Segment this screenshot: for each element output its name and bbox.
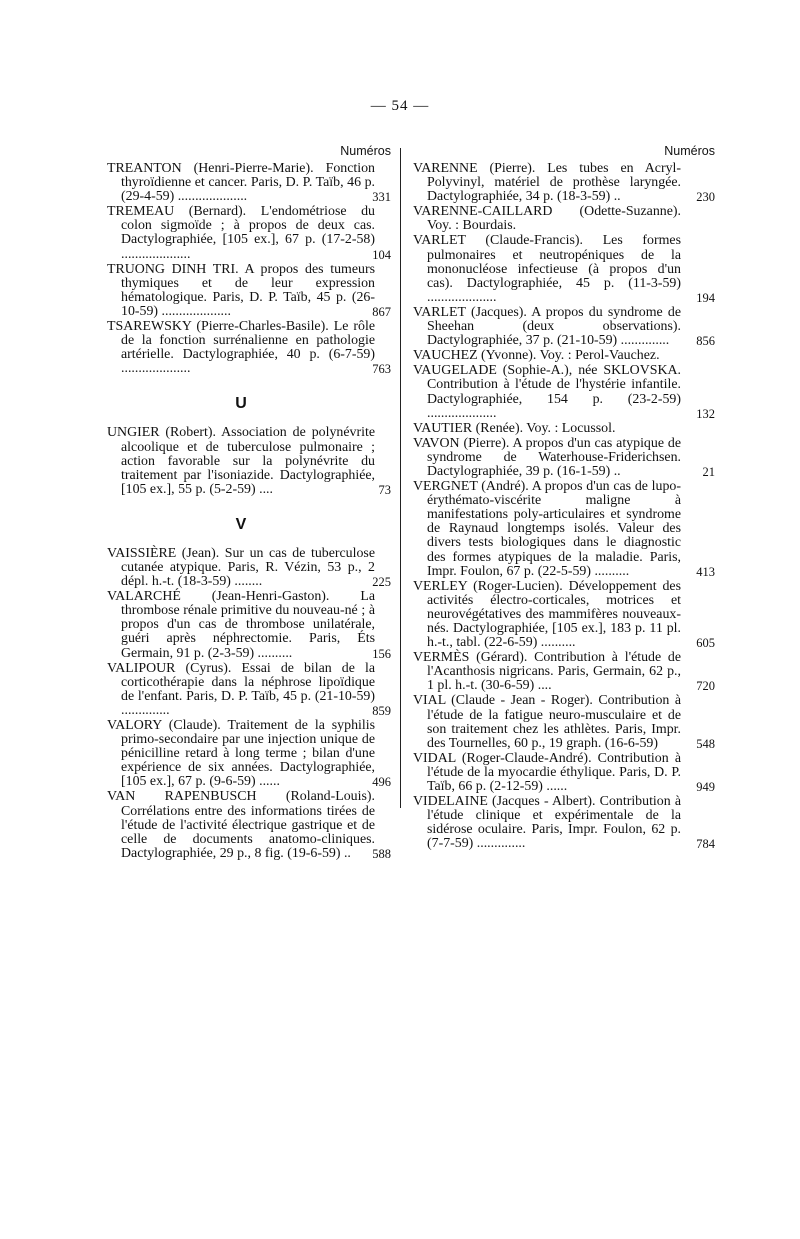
bibliography-entry (107, 718, 391, 790)
entry-number: 867 (372, 304, 391, 319)
section-letter-u: U (235, 395, 247, 413)
bibliography-entry (413, 233, 715, 305)
entry-text: VARENNE-CAILLARD (Odette-Suzanne). Voy. : Bourdais. (413, 204, 681, 234)
bibliography-entry (413, 435, 715, 479)
right-column (413, 140, 715, 853)
entry-text: VIDAL (Roger-Claude-André). Contribution à l'étude de la myocardie éthylique. Paris, D. P. Taïb, 66 p. (2-12-59) ...... (413, 750, 681, 795)
entry-number: 784 (696, 837, 715, 852)
bibliography-entry (107, 789, 391, 861)
entry-text: VALARCHÉ (Jean-Henri-Gaston). La thrombose rénale primitive du nouveau-né ; à propos d'un cas de thrombose unilatérale, guéri après néphrectomie. Paris, Éts Germain, 91 p. (2-3-59) .......... (107, 589, 375, 661)
left-column (107, 140, 391, 862)
entry-number: 73 (378, 482, 391, 497)
bibliography-entry (413, 161, 715, 205)
entry-text: TREMEAU (Bernard). L'endométriose du colon sigmoïde ; à propos de deux cas. Dactylographiée, [105 ex.], 67 p. (17-2-58) .................... (107, 204, 375, 262)
column-divider (400, 148, 401, 808)
entry-number: 104 (372, 247, 391, 262)
entry-number: 588 (372, 846, 391, 861)
column-header-right: Numéros (664, 144, 715, 158)
entries-v (107, 545, 391, 861)
bibliography-entry (107, 204, 391, 262)
bibliography-entry (107, 545, 391, 590)
entry-number: 132 (696, 406, 715, 421)
bibliography-entry (413, 349, 681, 363)
entries-t (107, 161, 391, 377)
bibliography-entry (107, 589, 391, 661)
entry-text: TREANTON (Henri-Pierre-Marie). Fonction thyroïdienne et cancer. Paris, D. P. Taïb, 46 p. (29-4-59) .................... (107, 161, 375, 205)
entry-number: 949 (696, 780, 715, 795)
bibliography-entry (413, 205, 681, 233)
entry-number: 156 (372, 646, 391, 661)
entry-number: 331 (372, 190, 391, 205)
bibliography-entry (413, 363, 715, 421)
entry-number: 859 (372, 703, 391, 718)
section-letter-v: V (235, 515, 247, 533)
entry-number: 21 (702, 464, 715, 479)
entry-text: VARLET (Jacques). A propos du syndrome de Sheehan (deux observations). Dactylographiée, 37 p. (21-10-59) .............. (413, 304, 681, 349)
entry-text: VARLET (Claude-Francis). Les formes pulmonaires et neutropéniques de la mononucléose infectieuse (à propos d'un cas). Dactylographiée, 45 p. (11-3-59) .................... (413, 233, 681, 305)
bibliography-entry (107, 161, 391, 205)
entry-number: 413 (696, 564, 715, 579)
entry-text: VERLEY (Roger-Lucien). Développement des activités électro-corticales, motrices et neurovégétatives des mammifères nouveaux-nés. Dactylographiée, [105 ex.], 183 p. 11 pl. h.-t., tabl. (22-6-59) .......... (413, 578, 681, 651)
bibliography-entry (413, 578, 715, 651)
bibliography-entry (413, 422, 681, 436)
entry-text: VAISSIÈRE (Jean). Sur un cas de tuberculose cutanée atypique. Paris, R. Vézin, 53 p., 2 dépl. h.-t. (18-3-59) ........ (107, 545, 375, 590)
entry-number: 496 (372, 775, 391, 790)
bibliography-entry (107, 660, 391, 718)
bibliography-entry (413, 750, 715, 795)
bibliography-entry (413, 304, 715, 349)
entry-number: 856 (696, 334, 715, 349)
bibliography-entry (413, 794, 715, 852)
entry-text: UNGIER (Robert). Association de polynévrite alcoolique et de tuberculose pulmonaire ; action favorable sur la polynévrite du traitement par l'isoniazide. Dactylographiée, [105 ex.], 55 p. (5-2-59) .... (107, 425, 375, 497)
entry-text: VERMÈS (Gérard). Contribution à l'étude de l'Acanthosis nigricans. Paris, Germain, 62 p., 1 pl. h.-t. (30-6-59) .... (413, 650, 681, 694)
bibliography-entry (413, 650, 715, 694)
entry-number: 194 (696, 290, 715, 305)
entry-text: VERGNET (André). A propos d'un cas de lupo-érythémato-viscérite maligne à manifestations poly-articulaires et syndrome de Raynaud longtemps isolés. Valeur des divers tests biologiques dans le diagnostic des formes atypiques de la maladie. Paris, Impr. Foulon, 67 p. (22-5-59) .......... (413, 479, 681, 579)
entry-text: VAUCHEZ (Yvonne). Voy. : Perol-Vauchez. (413, 348, 660, 364)
entry-text: TRUONG DINH TRI. A propos des tumeurs thymiques et de leur expression hématologique. Paris, D. P. Taïb, 45 p. (26-10-59) .................... (107, 261, 375, 319)
entry-text: VIAL (Claude - Jean - Roger). Contribution à l'étude de la fatigue neuro-musculaire et de son traitement chez les athlètes. Paris, Impr. des Tournelles, 60 p., 19 graph. (16-6-59) (413, 693, 681, 751)
entry-text: TSAREWSKY (Pierre-Charles-Basile). Le rôle de la fonction surrénalienne en pathologie artérielle. Dactylographiée, 40 p. (6-7-59) .................... (107, 319, 375, 377)
entries-right (413, 161, 715, 852)
entry-text: VARENNE (Pierre). Les tubes en Acryl-Polyvinyl, matériel de prothèse laryngée. Dactylographiée, 34 p. (18-3-59) .. (413, 161, 681, 205)
bibliography-entry (413, 693, 715, 751)
entry-text: VALORY (Claude). Traitement de la syphilis primo-secondaire par une injection unique de pénicilline retard à long terme ; bilan d'une expérience de six années. Dactylographiée, [105 ex.], 67 p. (9-6-59) ...... (107, 718, 375, 790)
entry-text: VAUGELADE (Sophie-A.), née SKLOVSKA. Contribution à l'étude de l'hystérie infantile. Dactylographiée, 154 p. (23-2-59) .................... (413, 363, 681, 421)
entry-number: 548 (696, 736, 715, 751)
entry-text: VAUTIER (Renée). Voy. : Locussol. (413, 420, 616, 436)
entry-text: VAVON (Pierre). A propos d'un cas atypique de syndrome de Waterhouse-Friderichsen. Dactylographiée, 39 p. (16-1-59) .. (413, 435, 681, 479)
bibliography-entry (107, 261, 391, 319)
entry-text: VIDELAINE (Jacques - Albert). Contribution à l'étude clinique et expérimentale de la sidérose oculaire. Paris, Impr. Foulon, 62 p. (7-7-59) .............. (413, 794, 681, 852)
entry-number: 230 (696, 190, 715, 205)
entries-u (107, 425, 391, 497)
bibliography-entry (413, 479, 715, 579)
column-header-left: Numéros (340, 144, 391, 158)
entry-text: VAN RAPENBUSCH (Roland-Louis). Corrélations entre des informations tirées de l'étude de l'activité électrique gastrique et de celle de documents anatomo-cliniques. Dactylographiée, 29 p., 8 fig. (19-6-59) .. (107, 789, 375, 861)
entry-number: 225 (372, 575, 391, 590)
entry-text: VALIPOUR (Cyrus). Essai de bilan de la corticothérapie dans la néphrose lipoïdique de l'enfant. Paris, D. P. Taïb, 45 p. (21-10-59) .............. (107, 660, 375, 718)
bibliography-entry (107, 319, 391, 377)
entry-number: 720 (696, 679, 715, 694)
bibliography-entry (107, 425, 391, 497)
page-number: — 54 — (370, 98, 430, 114)
entry-number: 763 (372, 362, 391, 377)
entry-number: 605 (696, 636, 715, 651)
